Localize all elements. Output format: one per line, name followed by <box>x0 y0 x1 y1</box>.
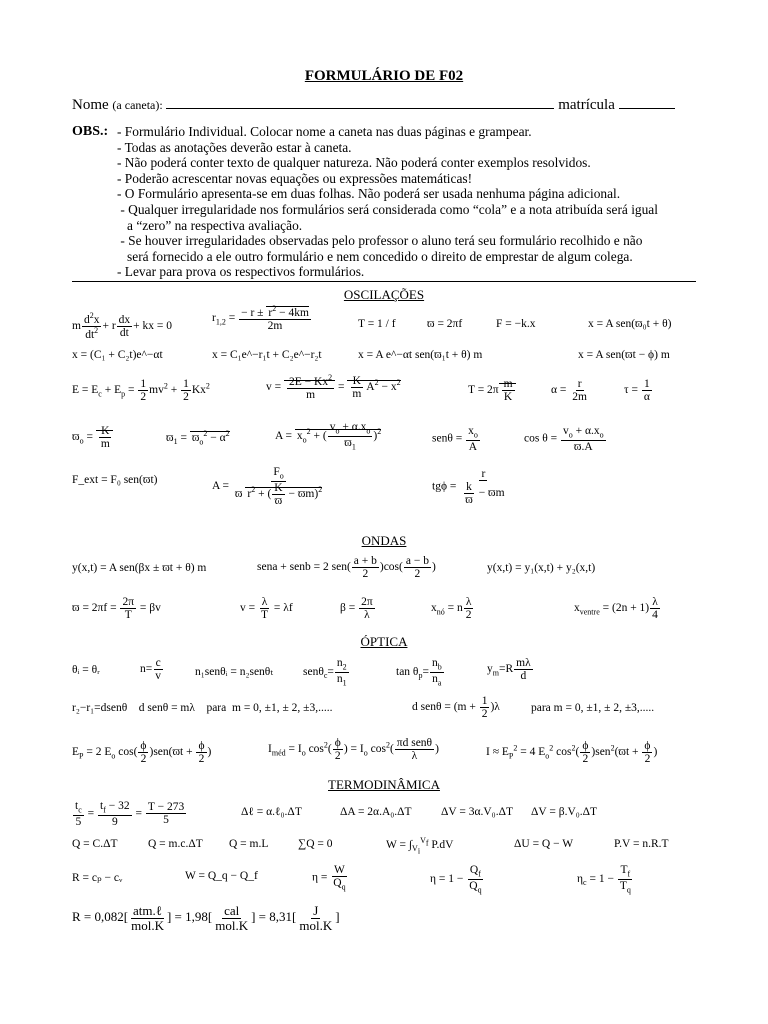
section-title-oscillations: OSCILAÇÕES <box>343 287 425 302</box>
formula-beta: β = $\frac{2\pi}{\lambda}$ <box>340 596 373 622</box>
obs-item: a “zero” na respectiva avaliação. <box>117 217 303 233</box>
formula-damped-freq: $ϖ_1 = ϖ_o^2 - \alpha^2$ <box>166 429 230 447</box>
obs-item: - Levar para prova os respectivos formulários. <box>117 264 365 280</box>
formula-work: $W = \int_{V_i}^{V_f}$ P.dV <box>386 836 454 856</box>
formula-brewster: $\tan \theta_p=$ $\frac{n_b}{n_a}$ <box>396 657 442 687</box>
obs-item: - Poderão acrescentar novas equações ou expressões matemáticas! <box>117 170 473 186</box>
formula-carnot: $\eta_c = 1$ − $\frac{T_f}{T_q}$ <box>577 864 631 894</box>
obs-item: - Formulário Individual. Colocar nome a caneta nas duas páginas e grampear. <box>117 124 532 139</box>
formula-index: n= $\frac{c}{v}$ <box>140 657 161 683</box>
formula-underdamped: x = A e^−αt sen(ϖ₁t + θ) m <box>358 349 483 361</box>
formula-wave-speed: v = $\frac{\lambda}{T}$ = λf <box>240 596 293 622</box>
formula-tau: τ = $\frac{1}{\alpha}$ <box>624 378 650 404</box>
formula-ideal-gas: P.V = n.R.T <box>614 838 669 850</box>
formula-reflection: θᵢ = θᵣ <box>72 664 100 676</box>
formula-latent-heat: Q = m.L <box>229 838 269 850</box>
formula-destructive-range: para m = 0, ±1, ± 2, ±3,..... <box>531 702 655 714</box>
formula-antinode: $x_{ventre} = (2n + 1)$ $\frac{\lambda}{4}$ <box>574 596 658 622</box>
formula-heat-sum: ∑Q = 0 <box>298 838 333 850</box>
formula-energy: $E = E_c + E_p$ = $\frac{1}{2}$ $mv^2$ + $\frac{1}{2}$ Kx$^2$ <box>72 378 210 404</box>
formula-field-sum: $E_P = 2$ $E_o$ cos( $\frac{\phi}{2}$ )sen(ϖt + $\frac{\phi}{2}$ ) <box>72 740 212 766</box>
formula-overdamped: x = C₁e^−r₁t + C₂e^−r₂t <box>212 349 322 361</box>
formula-critical-damping: x = (C₁ + C₂t)e^−αt <box>72 349 163 361</box>
formula-ode: m $\frac{d^2x}{dt^2}$ + r $\frac{dx}{dt}$ + kx = 0 <box>72 311 173 341</box>
formula-heat-capacity: Q = C.ΔT <box>72 838 118 850</box>
formula-sum-sines: sena + senb = 2 sen( $\frac{a + b}{2}$ )cos( $\frac{a - b}{2}$ ) <box>257 555 436 581</box>
formula-velocity: v = $\frac{2E - Kx^2}{m}$ = $\frac{K}{m}$ $A^2 - x^2$ <box>266 373 401 401</box>
matricula-field[interactable] <box>619 96 675 109</box>
formula-forced-amplitude: A = $F_o$ ϖ $r^2$ + ( $\frac{K}{ϖ}$ − ϖm)$^2$ <box>212 466 323 507</box>
formula-net-work: W = Q_q − Q_f <box>185 870 258 882</box>
formula-amplitude: $A = x_o^2$ + ( $\frac{v_o + \alpha.x_o}{ϖ_1}$ )$^2$ <box>275 421 382 451</box>
formula-path-difference: r₂−r₁=dsenθ d senθ = mλ para m = 0, ±1, ± 2, ±3,..... <box>72 702 333 714</box>
formula-snell: n₁senθᵢ = n₂senθₜ <box>195 666 274 678</box>
formula-gas-constant: R = 0,082[ $\frac{\text{atm.ℓ}}{\text{mol.K}}$ ] = 1,98[ $\frac{\text{cal}}{\text{mol.K}}$ ] = 8,31[ $\frac{J}{\text{mol.K}}$ ] <box>72 903 340 933</box>
formula-efficiency: η = $\frac{W}{Q_q}$ <box>312 864 346 892</box>
formula-roots: $r_{1,2}$ = $\frac{- r \pm r^2 - 4km}{2m}$ <box>212 304 309 332</box>
formula-destructive: d senθ = (m + $\frac{1}{2}$ )λ <box>412 695 500 721</box>
formula-efficiency-heat: η = 1 − $\frac{Q_f}{Q_q}$ <box>430 864 482 894</box>
section-title-waves: ONDAS <box>361 533 407 548</box>
obs-item: - Se houver irregularidades observadas pelo professor o aluno terá seu formulário recolhido e não <box>117 233 643 249</box>
formula-natural-freq: $ϖ_o$ = $\frac{K}{m}$ <box>72 425 113 450</box>
formula-cos-theta: cos θ = $\frac{v_o + \alpha.x_o}{ϖ.A}$ <box>524 425 604 453</box>
obs-label: OBS.: <box>72 124 109 139</box>
formula-wave: y(x,t) = A sen(βx ± ϖt + θ) m <box>72 562 207 574</box>
matricula-label: matrícula <box>558 97 615 113</box>
formula-volume-expansion-beta: ΔV = β.V₀.ΔT <box>531 806 598 818</box>
name-label: Nome <box>72 97 109 113</box>
formula-specific-heat: Q = m.c.ΔT <box>148 838 203 850</box>
formula-superposition: y(x,t) = y₁(x,t) + y₂(x,t) <box>487 562 596 574</box>
divider <box>72 281 696 282</box>
formula-sen-theta: senθ = $\frac{x_o}{A}$ <box>432 425 478 453</box>
formula-hooke: F = −k.x <box>496 318 536 330</box>
formula-volume-expansion: ΔV = 3α.V₀.ΔT <box>441 806 513 818</box>
formula-external-force: F_ext = F₀ sen(ϖt) <box>72 474 158 486</box>
formula-angular-freq: ϖ = 2πf <box>427 318 463 330</box>
formula-node: $x_{nó} = n$ $\frac{\lambda}{2}$ <box>431 596 472 622</box>
formula-intensity: $I \approx E_P^2 = 4$ $E_o^2$ $\cos^2$( $\frac{\phi}{2}$ )sen$^2$(ϖt + $\frac{\phi}{2}$ ) <box>486 740 658 766</box>
formula-temperature-scales: $\frac{t_c}{5}$ = $\frac{t_f - 32}{9}$ = $\frac{T - 273}{5}$ <box>75 800 185 828</box>
formula-alpha: α = $\frac{r}{2m}$ <box>551 378 587 404</box>
section-title-optics: ÓPTICA <box>360 634 408 649</box>
formula-fringe: $y_m=R$ $\frac{m\lambda}{d}$ <box>487 657 531 683</box>
formula-period: T = 1 / f <box>358 318 396 330</box>
formula-mayer: R = cₚ − cᵥ <box>72 872 123 884</box>
name-field[interactable] <box>166 96 554 109</box>
formula-wave-omega: ϖ = 2πf = $\frac{2\pi}{T}$ = βv <box>72 596 161 622</box>
obs-item: - Todas as anotações deverão estar à caneta. <box>117 139 352 155</box>
formula-area-expansion: ΔA = 2α.A₀.ΔT <box>340 806 412 818</box>
page-title: FORMULÁRIO DE F02 <box>304 68 464 84</box>
obs-item: - Não poderá conter texto de qualquer natureza. Não poderá conter exemplos resolvidos. <box>117 155 591 171</box>
formula-period-mass: T = 2π $\frac{m}{K}$ <box>468 378 516 403</box>
formula-shm-phase: x = A sen(ϖt − ϕ) m <box>578 349 670 361</box>
formula-shm: x = A sen(ϖ₀t + θ) <box>588 318 672 330</box>
name-row <box>72 96 675 114</box>
obs-item: será fornecido a ele outro formulário e nem concedido o direito de emprestar de algum colega. <box>117 248 633 264</box>
name-note: (a caneta): <box>112 98 163 112</box>
obs-item: - Qualquer irregularidade nos formulários será considerada como “cola” e a nota atribuída será igual <box>117 202 658 217</box>
formula-mean-intensity: $I_{méd} = I_o$ $\cos^2$( $\frac{\phi}{2}$ ) = $I_o$ $\cos^2$( $\frac{\text{πd senθ}}{\lambda}$ ) <box>268 737 439 763</box>
formula-critical-angle: senθ$_c$= $\frac{n_2}{n_1}$ <box>303 657 347 687</box>
formula-tg-phi: tgϕ = r $\frac{k}{ϖ}$ − ϖm <box>432 468 505 507</box>
obs-item: - O Formulário apresenta-se em duas folhas. Não poderá ser usada nenhuma página adicional. <box>117 186 621 202</box>
formula-linear-expansion: Δℓ = α.ℓ₀.ΔT <box>241 806 302 818</box>
section-title-thermo: TERMODINÂMICA <box>328 777 440 792</box>
formula-first-law: ΔU = Q − W <box>514 838 574 850</box>
